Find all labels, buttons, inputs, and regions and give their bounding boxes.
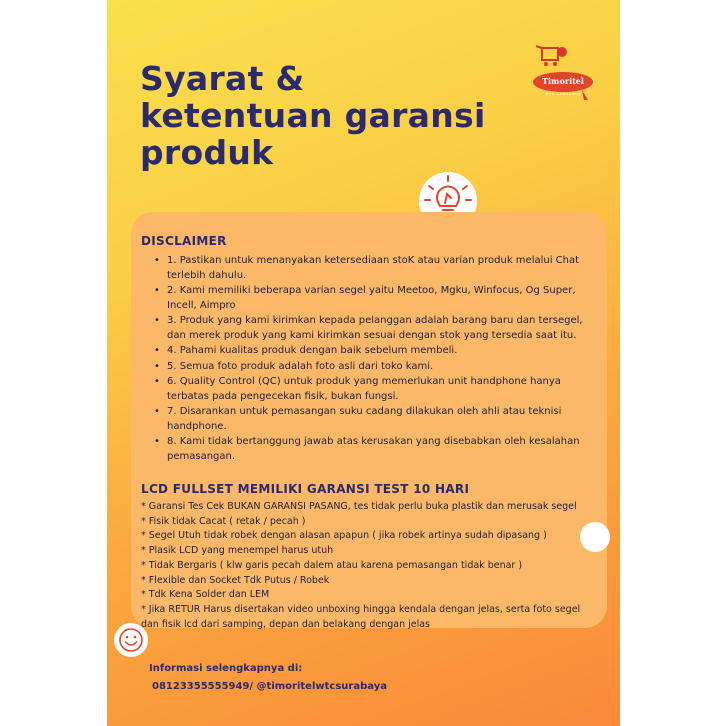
list-item: • 1. Pastikan untuk menanyakan ketersediaan stoK atau varian produk melalui Chat terlebih dahulu. bbox=[158, 254, 583, 283]
list-item: * Jika RETUR Harus disertakan video unboxing hingga kendala dengan jelas, serta foto segel dan fisik lcd dari samping, depan dan belakang dengan jelas bbox=[141, 603, 581, 630]
list-item: * Plasik LCD yang menempel harus utuh bbox=[141, 545, 334, 557]
list-item: * Tidak Bergaris ( klw garis pecah dalem atau karena pemasangan tidak benar ) bbox=[141, 559, 523, 571]
page-title bbox=[140, 60, 500, 171]
poster bbox=[107, 0, 620, 726]
contact-info-label: Informasi selengkapnya di: bbox=[149, 663, 303, 674]
lcd-warranty-list bbox=[141, 500, 596, 632]
brand-subtitle: WTC SURABAYA bbox=[545, 92, 581, 96]
title-line-3: produk bbox=[140, 133, 274, 172]
list-item: * Garansi Tes Cek BUKAN GARANSI PASANG, tes tidak perlu buka plastik dan merusak segel bbox=[141, 501, 577, 512]
list-item: • 4. Pahami kualitas produk dengan baik sebelum membeli. bbox=[158, 344, 583, 359]
title-line-2: ketentuan garansi bbox=[140, 96, 486, 135]
list-item: • 8. Kami tidak bertanggung jawab atas kerusakan yang disebabkan oleh kesalahan pemasangan. bbox=[158, 435, 583, 464]
list-item: • 2. Kami memiliki beberapa varian segel yaitu Meetoo, Mgku, Winfocus, Og Super, Incell, Aimpro bbox=[158, 284, 583, 313]
title-line-1: Syarat & bbox=[140, 59, 305, 98]
lcd-warranty-heading: LCD FULLSET MEMILIKI GARANSI TEST 10 HARI bbox=[141, 482, 470, 496]
disclaimer-list bbox=[158, 254, 583, 465]
contact-info-handles: 08123355555949/ @timoritelwtcsurabaya bbox=[152, 681, 387, 692]
brand-name: Timoritel bbox=[542, 76, 584, 86]
list-item: • 6. Quality Control (QC) untuk produk yang memerlukan unit handphone hanya terbatas pada pengecekan fisik, bukan fungsi. bbox=[158, 375, 583, 404]
list-item: * Fisik tidak Cacat ( retak / pecah ) bbox=[141, 515, 306, 527]
list-item: • 3. Produk yang kami kirimkan kepada pelanggan adalah barang baru dan tersegel, dan merek produk yang kami kirimkan sesuai dengan stok yang tersedia saat itu. bbox=[158, 314, 583, 343]
contact-info bbox=[149, 660, 387, 696]
list-item: * Flexible dan Socket Tdk Putus / Robek bbox=[141, 574, 330, 586]
decorative-circle bbox=[580, 522, 610, 552]
disclaimer-heading: DISCLAIMER bbox=[141, 234, 227, 248]
smiley-face-icon bbox=[113, 622, 149, 658]
list-item: * Segel Utuh tidak robek dengan alasan apapun ( jika robek artinya sudah dipasang ) bbox=[141, 530, 547, 542]
brand-logo bbox=[532, 44, 594, 104]
list-item: • 7. Disarankan untuk pemasangan suku cadang dilakukan oleh ahli atau teknisi handphone. bbox=[158, 405, 583, 434]
list-item: • 5. Semua foto produk adalah foto asli dari toko kami. bbox=[158, 360, 583, 375]
list-item: * Tdk Kena Solder dan LEM bbox=[141, 589, 270, 601]
